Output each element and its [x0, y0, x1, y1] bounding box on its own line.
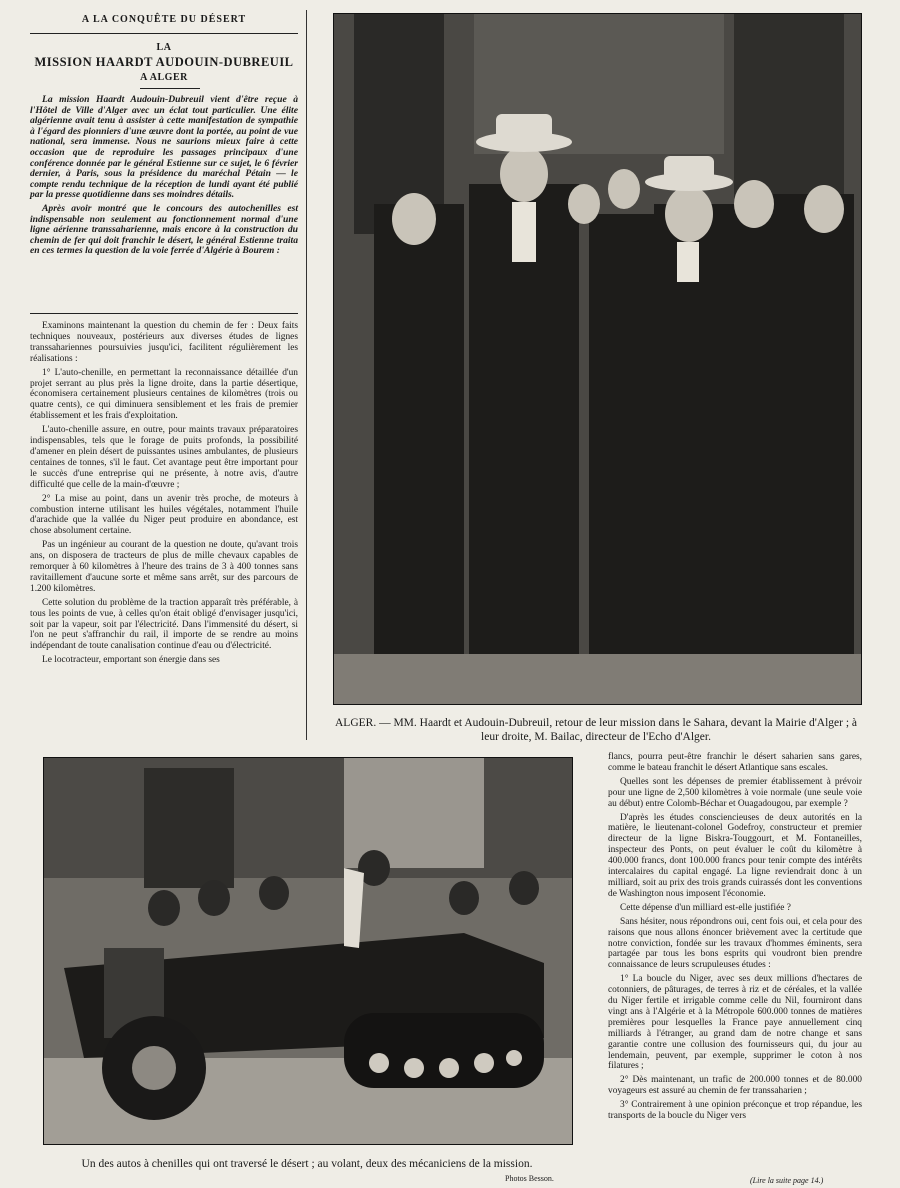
body-paragraph: 3° Contrairement à une opinion préconçue et trop répandue, les transports de la boucle du Niger vers [608, 1100, 862, 1122]
body-paragraph: 2° La mise au point, dans un avenir très proche, de moteurs à combustion interne utilisant les huiles végétales, notamment l'huile d'arachide que la vallée du Niger peut produire en abondance, est chose absolument certaine. [30, 493, 298, 537]
caption-photo-officials: ALGER. — MM. Haardt et Audouin-Dubreuil, retour de leur mission dans le Sahara, devant la Mairie d'Alger ; à leur droite, M. Bailac, directeur de l'Echo d'Alger. [335, 717, 857, 743]
body-paragraph: 1° La boucle du Niger, avec ses deux millions d'hectares de cotonniers, de pâturages, de terres à riz et de céréales, et la vallée du Niger fertile et irrigable comme celle du Nil, fourniront dans vingt ans à l'Algérie et à la Métropole 600.000 tonnes de matières premières pour lesquelles la France paye annuellement cinq milliards à l'étranger, au grand dam de notre change et sans garantie contre une collusion des fournisseurs qui, du jour au lendemain, peuvent, par exemple, supprimer le coton à nos filatures ; [608, 974, 862, 1072]
body-paragraph: Pas un ingénieur au courant de la question ne doute, qu'avant trois ans, on disposera de tracteurs de plus de mille chevaux capables de remorquer à 60 kilomètres à l'heure des trains de 3 à 400 tonnes sans ravitaillement d'aucune sorte et même sans arrêt, sur des parcours de 1.200 kilomètres. [30, 540, 298, 594]
headline-main: MISSION HAARDT AUDOUIN-DUBREUIL [34, 55, 294, 69]
photo-car-illustration [44, 758, 572, 1144]
rule-top [30, 33, 298, 34]
body-paragraph: 1° L'auto-chenille, en permettant la reconnaissance détaillée d'un projet serrant au plus près la ligne droite, dans la partie désertique, économisera certainement plusieurs centaines de kilomètres (trois ou quatre cents), ce qui diminuera sensiblement et les frais de premier établissement et les frais d'exploitation. [30, 367, 298, 422]
rule-under-headline [140, 88, 200, 89]
continued-note: (Lire la suite page 14.) [750, 1176, 824, 1185]
body-paragraph: L'auto-chenille assure, en outre, pour maints travaux préparatoires indispensables, tels que le forage de puits profonds, la possibilité d'amener en plein désert de puissantes usines ambulantes, de plusieurs centaines de tonnes, s'il le faut. Cet avantage peut être important pour le succès d'une entreprise qui ne présente, à notre avis, d'autre difficulté que celle de la main-d'œuvre ; [30, 425, 298, 490]
body-paragraph: 2° Dès maintenant, un trafic de 200.000 tonnes et de 80.000 voyageurs est assuré au chemin de fer transsaharien ; [608, 1075, 862, 1097]
intro-paragraph: La mission Haardt Audouin-Dubreuil vient d'être reçue à l'Hôtel de Ville d'Alger avec un éclat tout particulier. Une élite algérienne avait tenu à assister à cette manifestation de sympathie à l'égard des pionniers d'une œuvre dont la portée, au point de vue national, sera immense. Nous ne saurions mieux faire à cette occasion que de reproduire les passages principaux d'une conférence donnée par le général Estienne sur ce sujet, le 6 février dernier, à Paris, sous la présidence du maréchal Pétain — le compte rendu technique de la réception de lundi ayant été publié par la presse quotidienne dans ses moindres détails. [30, 94, 298, 201]
caption-photo-car: Un des autos à chenilles qui ont traversé le désert ; au volant, deux des mécaniciens de la mission. [81, 1158, 533, 1170]
body-paragraph: Quelles sont les dépenses de premier établissement à prévoir pour une ligne de 2,500 kilomètres à voie normale (une seule voie au début) entre Colomb-Béchar et Ouagadougou, par exemple ? [608, 776, 862, 809]
headline-bottom: A ALGER [140, 72, 188, 83]
photo-officials-algiers [333, 13, 862, 705]
rule-under-intro [30, 313, 298, 314]
intro-paragraphs [30, 95, 298, 260]
column-divider [306, 10, 307, 740]
body-paragraph: D'après les études consciencieuses de deux autorités en la matière, le lieutenant-colonel Godefroy, constructeur et premier directeur de la ligne Biskra-Touggourt, et M. Fontaneilles, inspecteur des Ponts, on peut évaluer le coût du kilomètre à 400.000 francs, dont 100.000 francs pour tenir compte des intérêts intercalaires du capital engagé. La ligne reviendrait donc à un milliard, soit au prix des trois grands cuirassés dont les conventions de Washington nous imposent l'économie. [608, 812, 862, 899]
body-paragraph: flancs, pourra peut-être franchir le désert saharien sans gares, comme le bateau franchit le désert Atlantique sans escales. [608, 752, 862, 773]
headline-top: LA [156, 42, 172, 53]
article-headline [30, 40, 298, 85]
body-paragraph: Le locotracteur, emportant son énergie dans ses [42, 655, 220, 666]
body-paragraph: Sans hésiter, nous répondrons oui, cent fois oui, et cela pour des raisons que nous allons énoncer brièvement avec la certitude que notre conviction, fondée sur les travaux d'hommes éminents, sera partagée par tous les bons esprits qui voudront bien prendre connaissance de leurs scrupuleuses études : [608, 916, 862, 971]
body-column-left [30, 321, 298, 741]
intro-paragraph: Après avoir montré que le concours des autochenilles est indispensable non seulement au fonctionnement normal d'une ligne aérienne transsaharienne, mais encore à la construction du chemin de fer qui doit franchir le désert, le général Estienne traita en ces termes la question de la voie ferrée d'Algérie à Bourem : [30, 202, 298, 257]
body-paragraph: Examinons maintenant la question du chemin de fer : Deux faits techniques nouveaux, postérieurs aux diverses études de lignes transsahariennes poursuivies jusqu'ici, facilitent régulièrement les réalisations : [30, 321, 298, 364]
body-paragraph: Cette solution du problème de la traction apparaît très préférable, à tous les points de vue, à celles qu'on était obligé d'envisager jusqu'ici, soit par la vapeur, soit par l'électricité. Dans l'immensité du désert, si l'on ne peut s'affranchir du rail, il importe de se rendre au moins indépendant de toute canalisation continue d'eau ou d'électricité. [30, 597, 298, 652]
photo-half-track-car [43, 757, 573, 1145]
photo-credit: Photos Besson. [505, 1174, 554, 1183]
body-paragraph: Cette dépense d'un milliard est-elle justifiée ? [620, 902, 791, 913]
photo-officials-illustration [334, 14, 861, 704]
body-column-right [608, 752, 862, 1152]
section-kicker: A LA CONQUÊTE DU DÉSERT [81, 14, 247, 25]
